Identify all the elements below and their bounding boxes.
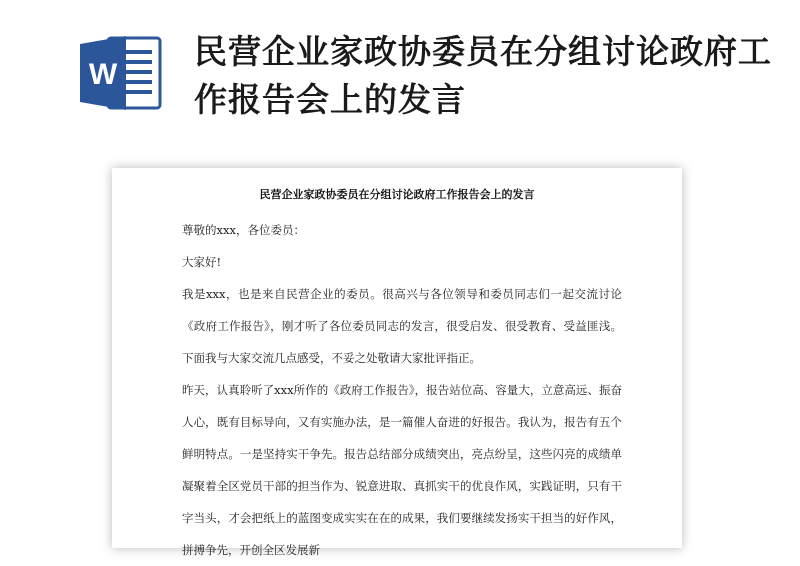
document-body [182, 214, 622, 566]
word-icon-letter: W [88, 58, 118, 91]
document-title: 民营企业家政协委员在分组讨论政府工作报告会上的发言 [259, 188, 535, 201]
paragraph-report: 昨天，认真聆听了xxx所作的《政府工作报告》，报告站位高、容量大，立意高远、振奋人心，既有目标导向，又有实施办法，是一篇催人奋进的好报告。我认为，报告有五个鲜明特点。一是坚持实干争先。报告总结部分成绩突出，亮点纷呈，这些闪亮的成绩单凝聚着全区党员干部的担当作为、锐意进取、真抓实干的优良作风，实践证明，只有干字当头，才会把纸上的蓝图变成实实在在的成果，我们要继续发扬实干担当的好作风，拼搏争先，开创全区发展新 [182, 383, 622, 557]
paragraph-intro: 我是xxx，也是来自民营企业的委员。很高兴与各位领导和委员同志们一起交流讨论《政府工作报告》，刚才听了各位委员同志的发言，很受启发、很受教育、受益匪浅。下面我与大家交流几点感受，不妥之处敬请大家批评指正。 [182, 287, 622, 365]
page-title: 民营企业家政协委员在分组讨论政府工作报告会上的发言 [194, 32, 772, 119]
word-document-icon [78, 34, 164, 112]
header [0, 0, 800, 150]
document-page [112, 168, 682, 557]
paragraph-greeting: 大家好! [182, 255, 222, 269]
paragraph-salutation: 尊敬的xxx，各位委员： [182, 223, 305, 237]
